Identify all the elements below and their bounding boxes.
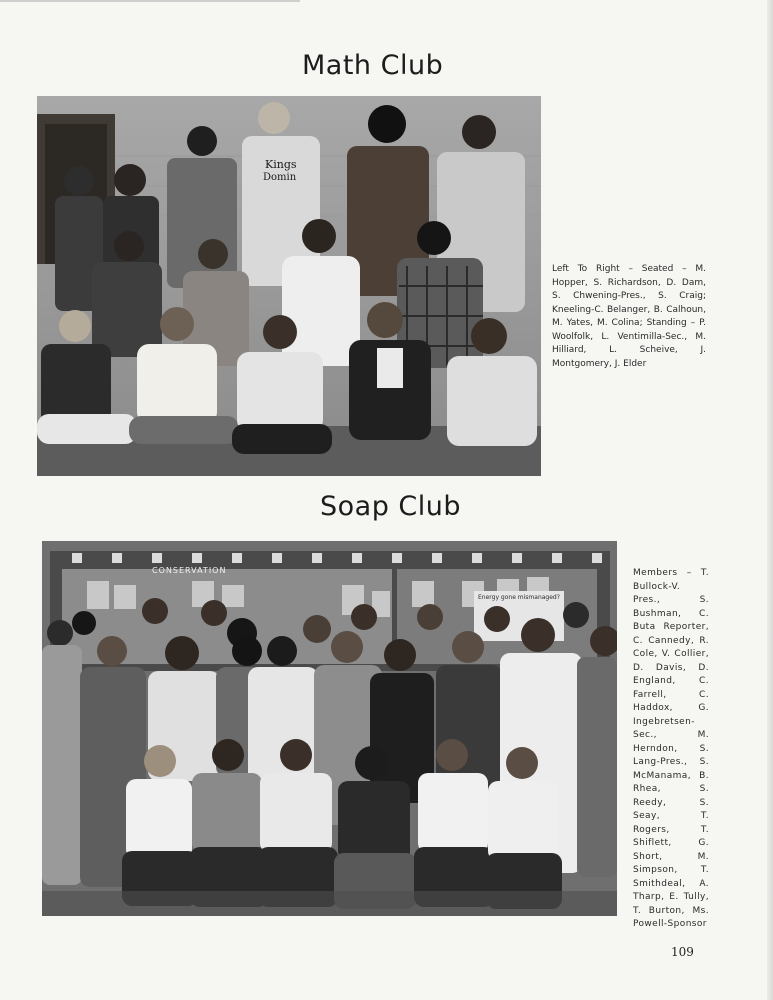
shirt-text-line2: Domin (263, 172, 297, 183)
soap-club-photo (42, 541, 617, 916)
soap-club-caption: Members – T. Bullock-V. Pres., S. Bushman, C. Buta Reporter, C. Cannedy, R. Cole, V. Collier, D. Davis, D. England, C. Farrell, C. Haddox, G. Ingebretsen-Sec., M. Herndon, S. Lang-Pres., S. McManama, B. Rhea, S. Reedy, S. Seay, T. Rogers, T. Shiflett, G. Short, M. Simpson, T. Smithdeal, A. Tharp, E. Tully, T. Burton, Ms. Powell-Sponsor (633, 568, 709, 929)
math-club-title: Math Club (302, 50, 444, 81)
soap-club-title: Soap Club (320, 491, 462, 522)
math-club-caption: Left To Right – Seated – M. Hopper, S. Richardson, D. Dam, S. Chwening-Pres., S. Craig; Kneeling-C. Belanger, B. Calhoun, M. Yates, M. Colina; Standing – P. Woolfolk, L. Ventimilla-Sec., M. Hilliard, L. Scheive, J. Montgomery, J. Elder (552, 264, 706, 369)
poster-text: Energy gone mismanaged? (478, 594, 560, 601)
page-number: 109 (671, 945, 694, 959)
top-edge-line (0, 0, 300, 2)
math-club-photo (37, 96, 541, 476)
page-gutter-shadow (767, 0, 773, 1000)
shirt-text: Kings (265, 158, 297, 171)
board-banner-text: CONSERVATION (152, 566, 227, 575)
